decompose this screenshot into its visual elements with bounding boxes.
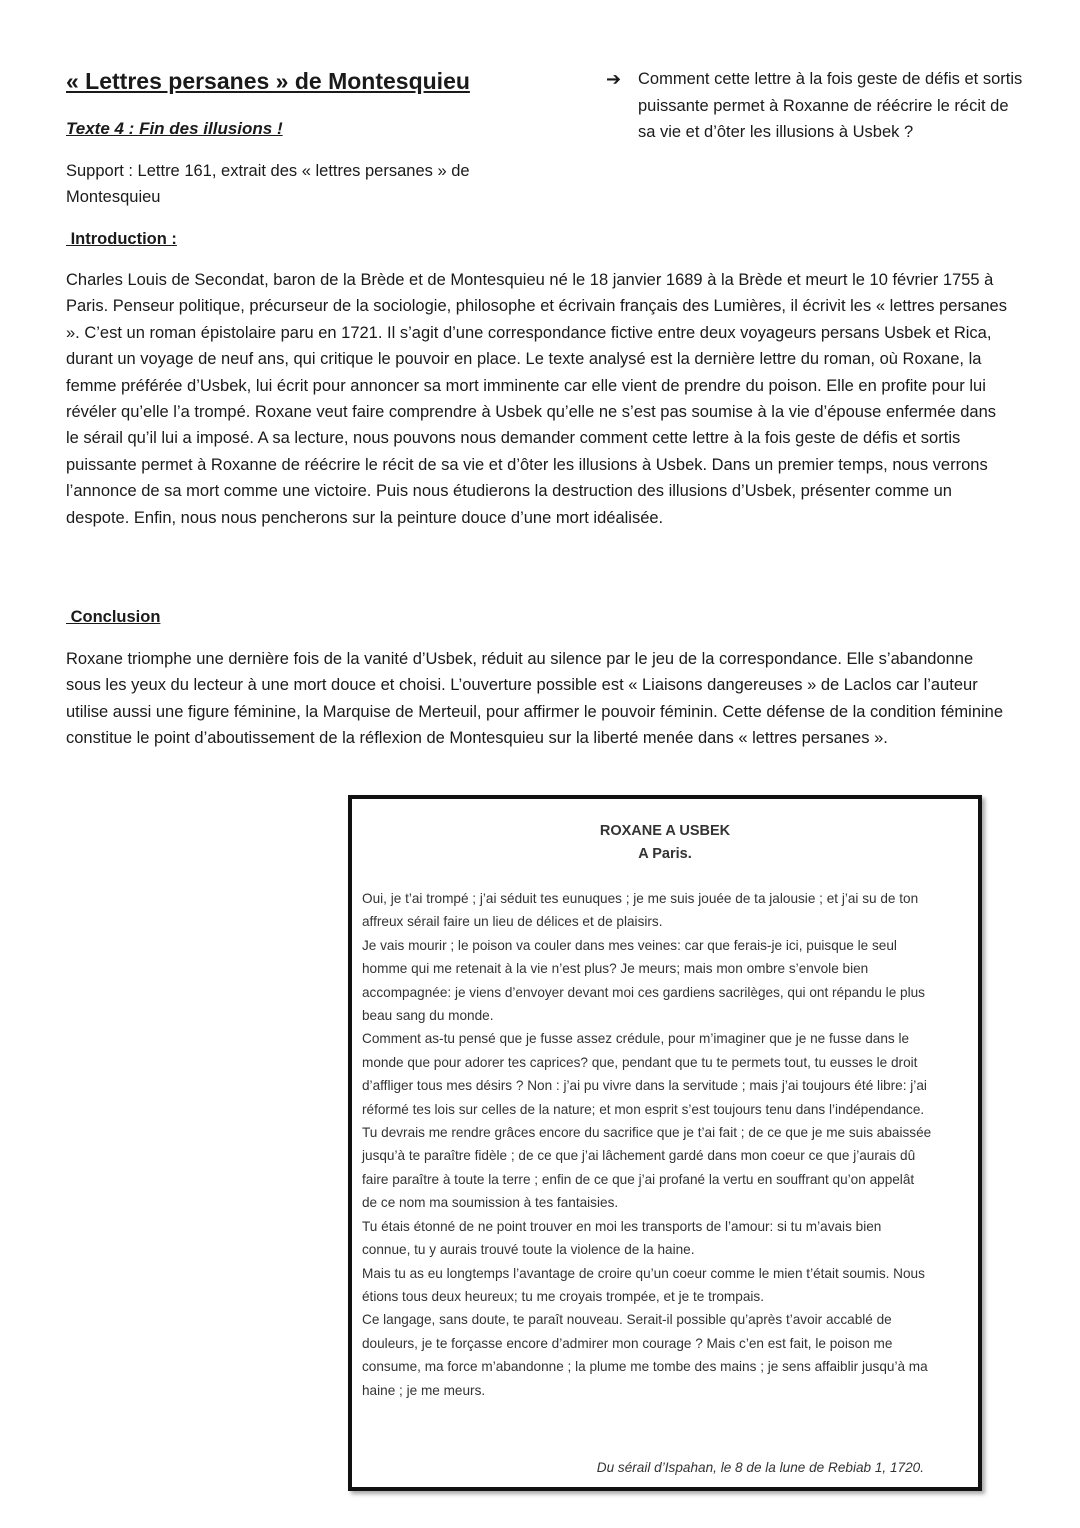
document-title: « Lettres persanes » de Montesquieu	[66, 68, 470, 94]
letter-addressee: ROXANE A USBEK	[599, 823, 731, 839]
text-subtitle: Texte 4 : Fin des illusions !	[66, 119, 283, 138]
letter-paragraph: Ce langage, sans doute, te paraît nouveau. Serait-il possible qu’après t’avoir accablé de douleurs, je te forçasse encore d’admirer mon courage ? Mais c’en est fait, le poison me consume, ma force m’abandonne ; la plume me tombe des mains ; je sens affaiblir jusqu’à ma haine ; je me meurs.	[362, 1312, 928, 1398]
problematique-text: Comment cette lettre à la fois geste de défis et sortis puissante permet à Roxanne de réécrire le récit de sa vie et d’ôter les illusions à Usbek ?	[638, 70, 1023, 141]
arrow-icon: ➔	[606, 69, 622, 89]
conclusion-heading: Conclusion	[66, 608, 161, 626]
letter-paragraph: Tu étais étonné de ne point trouver en moi les transports de l’amour: si tu m’avais bien connue, tu y aurais trouvé toute la violence de la haine.	[362, 1218, 882, 1258]
problematique-block	[606, 66, 1026, 146]
letter-header	[352, 820, 978, 866]
letter-paragraph: Comment as-tu pensé que je fusse assez crédule, pour m’imaginer que je ne fusse dans le monde que pour adorer tes caprices? que, pendant que tu te permets tout, tu eusses le droit d’affliger tous mes désirs ? Non : j’ai pu vivre dans la servitude ; mais j’ai toujours été libre: j’ai réformé tes lois sur celles de la nature; et mon esprit s’est toujours tenu dans l’indépendance.	[362, 1031, 927, 1117]
introduction-heading: Introduction :	[66, 230, 177, 248]
letter-paragraph: Tu devrais me rendre grâces encore du sacrifice que je t’ai fait ; de ce que je me suis abaissée jusqu’à te paraître fidèle ; de ce que j’ai lâchement gardé dans mon coeur ce que j’aurais dû faire paraître à toute la terre ; enfin de ce que j’ai profané la vertu en souffrant qu’on appelât de ce nom ma soumission à tes fantaisies.	[362, 1125, 932, 1211]
letter-signature: Du sérail d’Ispahan, le 8 de la lune de Rebiab 1, 1720.	[596, 1460, 924, 1475]
support-line: Support : Lettre 161, extrait des « lettres persanes » de Montesquieu	[66, 162, 470, 206]
conclusion-paragraph: Roxane triomphe une dernière fois de la vanité d’Usbek, réduit au silence par le jeu de la correspondance. Elle s’abandonne sous les yeux du lecteur à une mort douce et choisi. L’ouverture possible est « Liaisons dangereuses » de Laclos car l’auteur utilise aussi une figure féminine, la Marquise de Merteuil, pour affirmer le pouvoir féminin. Cette défense de la condition féminine constitue le point d’aboutissement de la réflexion de Montesquieu sur la liberté menée dans « lettres persanes ».	[66, 650, 1004, 748]
letter-place: A Paris.	[638, 846, 692, 862]
letter-excerpt-box	[348, 795, 982, 1491]
letter-body	[362, 887, 932, 1402]
introduction-paragraph: Charles Louis de Secondat, baron de la Brède et de Montesquieu né le 18 janvier 1689 à la Brède et meurt le 10 février 1755 à Paris. Penseur politique, précurseur de la sociologie, philosophe et écrivain français des Lumières, il écrivit les « lettres persanes ». C’est un roman épistolaire paru en 1721. Il s’agit d’une correspondance fictive entre deux voyageurs persans Usbek et Rica, durant un voyage de neuf ans, qui critique le pouvoir en place. Le texte analysé est la dernière lettre du roman, où Roxane, la femme préférée d’Usbek, lui écrit pour annoncer sa mort imminente car elle vient de prendre du poison. Elle en profite pour lui révéler qu’elle l’a trompé. Roxane veut faire comprendre à Usbek qu’elle ne s’est pas soumise à la vie d’épouse enfermée dans le sérail qu’il lui a imposé. A sa lecture, nous pouvons nous demander comment cette lettre à la fois geste de défis et sortis puissante permet à Roxanne de réécrire le récit de sa vie et d’ôter les illusions à Usbek. Dans un premier temps, nous verrons l’annonce de sa mort comme une victoire. Puis nous étudierons la destruction des illusions d’Usbek, présenter comme un despote. Enfin, nous nous pencherons sur la peinture douce d’une mort idéalisée.	[66, 271, 1007, 527]
letter-paragraph: Mais tu as eu longtemps l’avantage de croire qu’un coeur comme le mien t’était soumis. Nous étions tous deux heureux; tu me croyais trompée, et je te trompais.	[362, 1265, 925, 1304]
letter-paragraph: Oui, je t’ai trompé ; j’ai séduit tes eunuques ; je me suis jouée de ta jalousie ; et j’ai su de ton affreux sérail faire un lieu de délices et de plaisirs.	[362, 891, 919, 930]
letter-paragraph: Je vais mourir ; le poison va couler dans mes veines: car que ferais-je ici, puisque le seul homme qui me retenait à la vie n’est plus? Je meurs; mais mon ombre s’envole bien accompagnée: je viens d’envoyer devant moi ces gardiens sacrilèges, qui ont répandu le plus beau sang du monde.	[362, 937, 925, 1024]
